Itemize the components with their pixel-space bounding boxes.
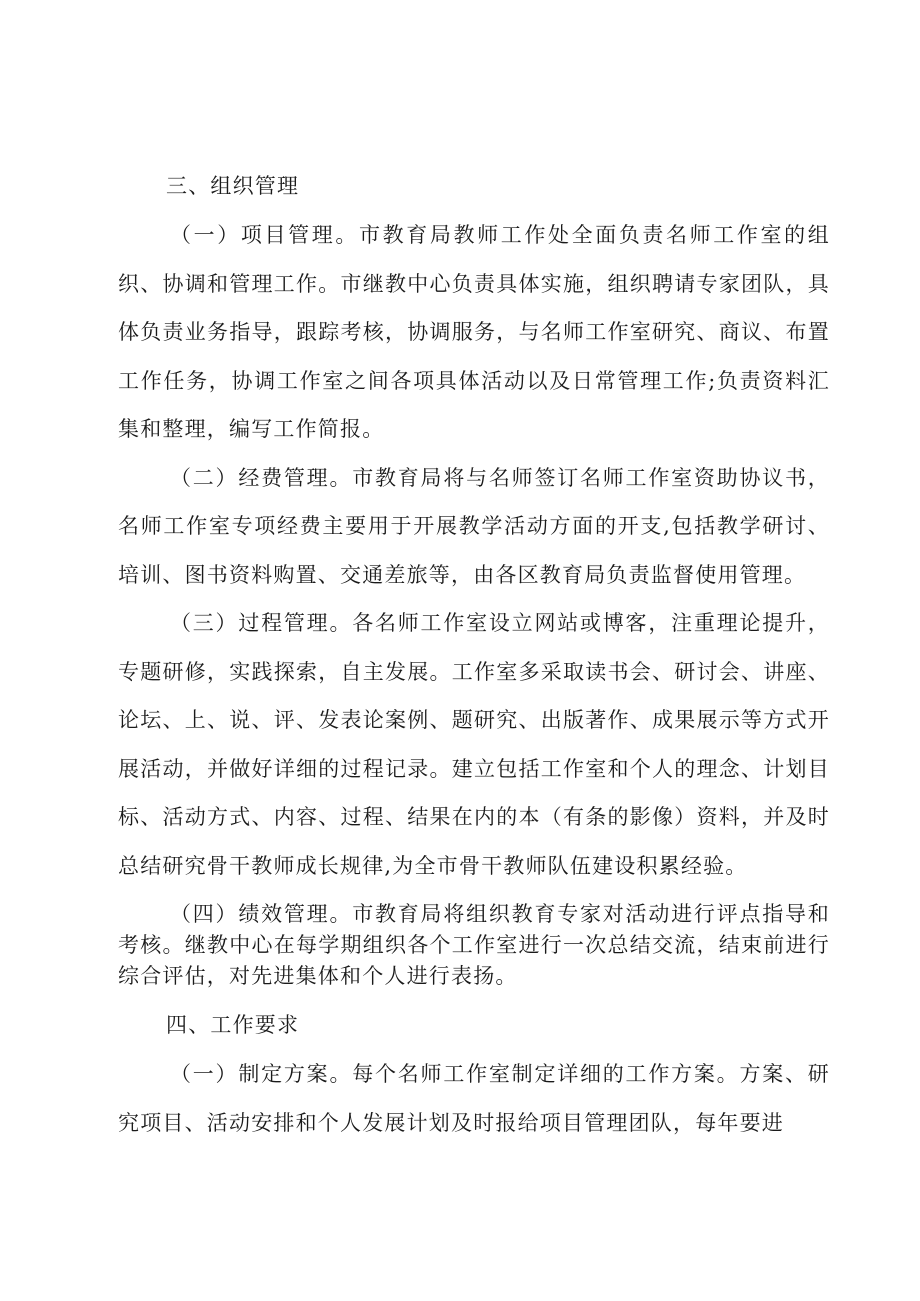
paragraph-process-management: （三）过程管理。各名师工作室设立网站或博客，注重理论提升，专题研修，实践探索，自主发展。工作室多采取读书会、研讨会、讲座、论坛、上、说、评、发表论案例、题研究、出版著作、成果展示等方式开展活动，并做好详细的过程记录。建立包括工作室和个人的理念、计划目标、活动方式、内容、过程、结果在内的本（有条的影像）资料，并及时总结研究骨干教师成长规律,为全市骨干教师队伍建设积累经验。 xyxy=(118,611,830,878)
document-body xyxy=(118,162,830,1147)
paragraph-performance-management: （四）绩效管理。市教育局将组织教育专家对活动进行评点指导和考核。继教中心在每学期组织各个工作室进行一次总结交流，结束前进行综合评估，对先进集体和个人进行表扬。 xyxy=(118,902,830,988)
paragraph-project-management: （一）项目管理。市教育局教师工作处全面负责名师工作室的组织、协调和管理工作。市继教中心负责具体实施，组织聘请专家团队，具体负责业务指导，跟踪考核，协调服务，与名师工作室研究、商议、布置工作任务，协调工作室之间各项具体活动以及日常管理工作;负责资料汇集和整理，编写工作简报。 xyxy=(118,223,830,441)
paragraph-funding-management: （二）经费管理。市教育局将与名师签订名师工作室资助协议书，名师工作室专项经费主要用于开展教学活动方面的开支,包括教学研讨、培训、图书资料购置、交通差旅等，由各区教育局负责监督使用管理。 xyxy=(118,465,830,587)
paragraph-formulate-plan: （一）制定方案。每个名师工作室制定详细的工作方案。方案、研究项目、活动安排和个人发展计划及时报给项目管理团队，每年要进 xyxy=(118,1062,830,1135)
section-heading-work-requirements: 四、工作要求 xyxy=(166,1013,300,1037)
section-heading-organization: 三、组织管理 xyxy=(166,174,300,198)
